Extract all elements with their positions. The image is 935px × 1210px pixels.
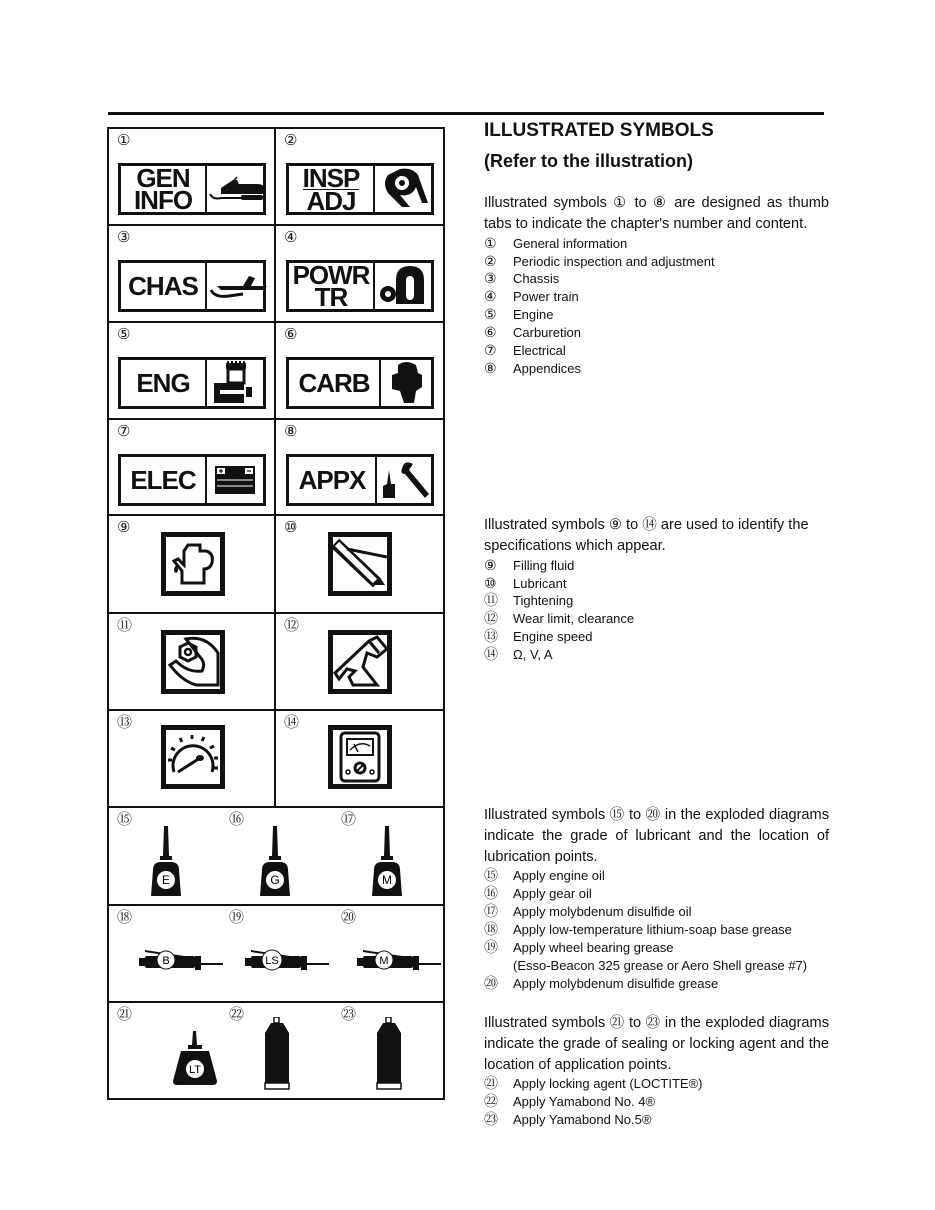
list-item: ⑱ Apply low-temperature lithium-soap base grease: [484, 921, 792, 938]
list-item: ① General information: [484, 234, 628, 251]
section-specifications: [484, 515, 829, 664]
symbol-number: ⑩: [284, 519, 298, 536]
carburetor-icon: [381, 360, 431, 406]
symbol-number: ⑤: [117, 326, 131, 343]
svg-text:B: B: [162, 955, 170, 967]
snowmobile-icon: [207, 166, 269, 212]
tab-label: CHAS: [128, 271, 198, 301]
wrench-nut-icon: [375, 166, 431, 212]
header-rule: [108, 112, 824, 115]
figure-row: [109, 129, 443, 226]
symbol-cell-21: [109, 1003, 221, 1098]
svg-text:M: M: [379, 955, 389, 967]
figure-row: [109, 226, 443, 323]
section-thumb-tabs: [484, 193, 829, 378]
svg-text:LS: LS: [265, 955, 279, 967]
list-item-note: (Esso-Beacon 325 grease or Aero Shell grease #7): [513, 957, 808, 973]
symbol-cell-10: [276, 516, 445, 612]
grease-gun-lithium-icon: [139, 946, 223, 974]
tab-label: CARB: [298, 368, 370, 398]
symbol-number: ⑭: [284, 714, 300, 731]
list-item: ⑨ Filling fluid: [484, 556, 575, 573]
tab-label: INFO: [133, 185, 193, 215]
list-item: ③ Chassis: [484, 270, 560, 287]
figure-row: [109, 323, 443, 420]
symbol-cell-14: [276, 711, 445, 806]
symbol-cell-23: [333, 1003, 445, 1098]
symbol-number: ⑪: [117, 617, 133, 634]
thumb-tab-elec: [118, 454, 266, 506]
oil-can-icon: [161, 532, 225, 596]
tab-label: ADJ: [306, 185, 356, 216]
symbol-number: ①: [117, 132, 131, 149]
list-item: ⑤ Engine: [484, 306, 554, 323]
symbol-cell-13: [109, 711, 276, 806]
symbol-list: [484, 557, 829, 664]
symbol-number: ②: [284, 132, 298, 149]
symbol-cell-16: [221, 808, 333, 904]
drive-chain-icon: [375, 263, 431, 309]
thumb-tab-powr-tr: [286, 260, 434, 312]
tab-label: GEN: [136, 163, 190, 193]
svg-text:M: M: [382, 873, 392, 887]
engine-piston-icon: [207, 360, 263, 406]
grease-gun-molybdenum-icon: [357, 946, 441, 974]
figure-row: [109, 516, 443, 614]
oiler-wrench-icon: [377, 457, 433, 503]
symbol-number: ⑱: [117, 909, 133, 926]
yamabond-5-tube-icon: [375, 1017, 403, 1091]
symbol-number: ⑯: [229, 811, 245, 828]
list-item: ⑰ Apply molybdenum disulfide oil: [484, 903, 692, 920]
tab-label: POWR: [292, 260, 370, 290]
symbol-cell-9: [109, 516, 276, 612]
thumb-tab-insp-adj: [286, 163, 434, 215]
figure-row-sealants: [109, 1003, 443, 1098]
symbol-cell-12: [276, 614, 445, 709]
tab-label: APPX: [298, 465, 366, 495]
section-sealants: [484, 1013, 829, 1129]
symbol-list: [484, 1075, 829, 1129]
thumb-tab-chas: [118, 260, 266, 312]
multimeter-icon: [328, 725, 392, 789]
list-item: ㉓ Apply Yamabond No.5®: [484, 1111, 652, 1128]
symbol-number: ⑮: [117, 811, 133, 828]
symbol-number: ㉒: [229, 1006, 245, 1023]
symbol-cell-7: [109, 420, 276, 514]
tab-label: ELEC: [130, 465, 196, 495]
symbol-cell-2: [276, 129, 445, 224]
tab-label: TR: [314, 282, 348, 312]
gear-oil-icon: [258, 826, 292, 898]
section-intro: Illustrated symbols ㉑ to ㉓ in the exploded diagrams indicate the grade of sealing or locking agent and the location of application points.: [484, 1015, 829, 1073]
figure-row: [109, 614, 443, 711]
symbol-number: ㉑: [117, 1006, 133, 1023]
symbol-list: [484, 235, 829, 378]
list-item: ⑩ Lubricant: [484, 574, 567, 591]
list-item: ⑥ Carburetion: [484, 324, 581, 341]
thumb-tab-eng: [118, 357, 266, 409]
symbol-number: ⑬: [117, 714, 133, 731]
page-subtitle: (Refer to the illustration): [484, 151, 694, 171]
symbol-cell-18: [109, 906, 221, 1001]
list-item: ⑧ Appendices: [484, 359, 581, 376]
engine-oil-icon: [149, 826, 183, 898]
torque-wrench-icon: [161, 630, 225, 694]
list-item: ㉑ Apply locking agent (LOCTITE®): [484, 1075, 703, 1092]
page-title: ILLUSTRATED SYMBOLS: [484, 120, 714, 141]
list-item: ⑳ Apply molybdenum disulfide grease: [484, 974, 719, 991]
symbol-number: ⑰: [341, 811, 357, 828]
chassis-ski-icon: [207, 263, 269, 309]
symbol-number: ⑲: [229, 909, 245, 926]
thumb-tab-gen-info: [118, 163, 266, 215]
symbol-cell-8: [276, 420, 445, 514]
locking-agent-bottle-icon: [173, 1031, 219, 1087]
symbol-cell-4: [276, 226, 445, 321]
svg-text:LT: LT: [188, 1064, 202, 1076]
list-item: ④ Power train: [484, 288, 579, 305]
symbol-cell-20: [333, 906, 445, 1001]
list-item: ② Periodic inspection and adjustment: [484, 252, 715, 269]
tab-label: INSP: [302, 162, 360, 193]
symbol-cell-6: [276, 323, 445, 418]
symbol-cell-5: [109, 323, 276, 418]
symbol-cell-1: [109, 129, 276, 224]
figure-row: [109, 420, 443, 516]
list-item: ⑬ Engine speed: [484, 628, 593, 645]
section-intro: Illustrated symbols ⑮ to ⑳ in the exploded diagrams indicate the grade of lubricant and the location of lubrication points.: [484, 807, 829, 865]
section-lubricants: [484, 805, 829, 993]
list-item: ㉒ Apply Yamabond No. 4®: [484, 1093, 656, 1110]
figure-row-oils: [109, 808, 443, 906]
symbol-cell-19: [221, 906, 333, 1001]
symbol-number: ⑦: [117, 423, 131, 440]
list-item: ⑲ Apply wheel bearing grease: [484, 939, 674, 956]
tachometer-icon: [161, 725, 225, 789]
thumb-tab-carb: [286, 357, 434, 409]
tab-label: ENG: [136, 368, 190, 398]
grease-gun-icon: [328, 532, 392, 596]
symbol-list: [484, 867, 829, 992]
list-item: ⑮ Apply engine oil: [484, 867, 605, 884]
symbol-cell-3: [109, 226, 276, 321]
symbol-number: ⑧: [284, 423, 298, 440]
symbol-number: ④: [284, 229, 298, 246]
section-header: [484, 118, 829, 174]
grease-gun-wheel-bearing-icon: [245, 946, 329, 974]
figure-row: [109, 711, 443, 808]
symbol-number: ③: [117, 229, 131, 246]
battery-icon: [207, 457, 263, 503]
list-item: ⑭ Ω, V, A: [484, 646, 553, 663]
symbols-figure: [107, 127, 445, 1100]
section-intro: Illustrated symbols ⑨ to ⑭ are used to identify the specifications which appear.: [484, 517, 809, 554]
thumb-tab-appx: [286, 454, 434, 506]
list-item: ⑦ Electrical: [484, 342, 566, 359]
symbol-number: ⑨: [117, 519, 131, 536]
symbol-number: ㉓: [341, 1006, 357, 1023]
symbol-cell-17: [333, 808, 445, 904]
symbol-number: ⑥: [284, 326, 298, 343]
symbol-cell-22: [221, 1003, 333, 1098]
section-intro: Illustrated symbols ① to ⑧ are designed as thumb tabs to indicate the chapter's number and content.: [484, 195, 829, 232]
caliper-icon: [328, 630, 392, 694]
symbol-number: ⑫: [284, 617, 300, 634]
symbol-cell-11: [109, 614, 276, 709]
list-item: ⑪ Tightening: [484, 592, 574, 609]
list-item: ⑫ Wear limit, clearance: [484, 610, 635, 627]
symbol-number: ⑳: [341, 909, 357, 926]
list-item: ⑯ Apply gear oil: [484, 885, 592, 902]
svg-text:G: G: [270, 873, 280, 887]
figure-row-greases: [109, 906, 443, 1003]
svg-text:E: E: [161, 873, 171, 887]
symbol-cell-15: [109, 808, 221, 904]
molybdenum-oil-icon: [370, 826, 404, 898]
yamabond-4-tube-icon: [263, 1017, 291, 1091]
